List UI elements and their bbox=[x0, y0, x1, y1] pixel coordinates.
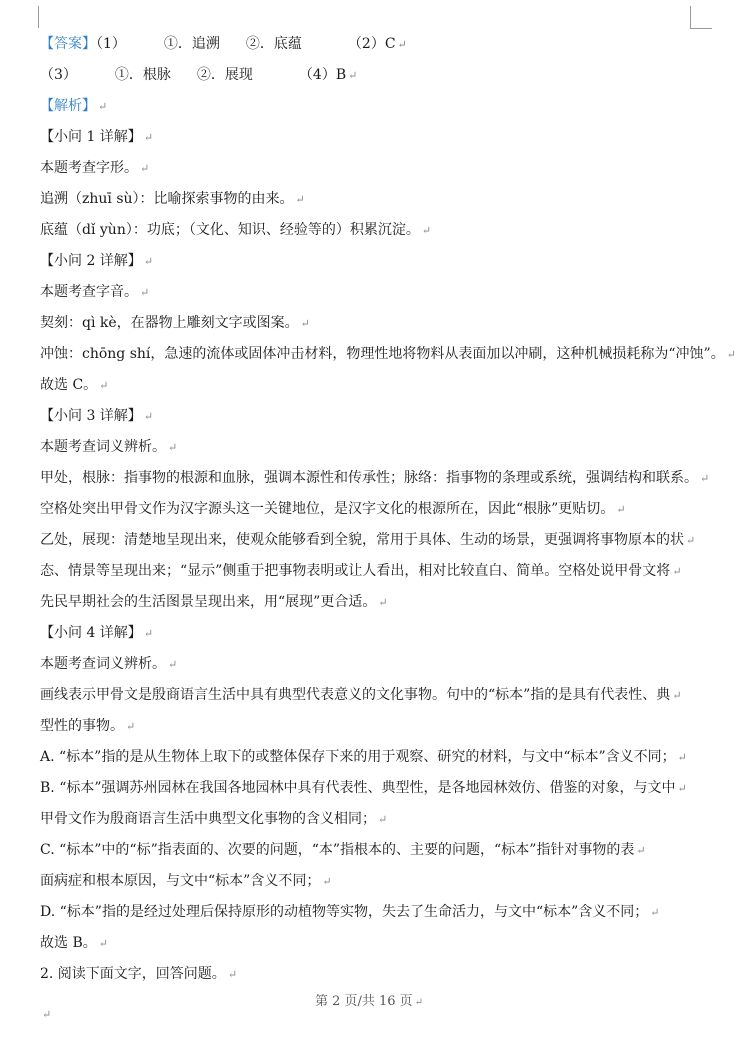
paragraph-mark-icon: ↵ bbox=[414, 997, 424, 1008]
paragraph-text: 甲处，根脉：指事物的根源和血脉，强调本源性和传承性；脉络：指事物的条理或系统，强调结构和联系。 bbox=[40, 470, 698, 486]
paragraph-mark-icon: ↵ bbox=[421, 224, 432, 237]
paragraph-mark-icon: ↵ bbox=[295, 193, 305, 206]
paragraph-mark-icon: ↵ bbox=[227, 968, 238, 981]
answer-q3-label: （3） bbox=[40, 67, 77, 83]
paragraph-mark-icon: ↵ bbox=[126, 720, 136, 733]
paragraph-mark-icon: ↵ bbox=[143, 627, 154, 640]
answer-q1-b: ②．底蕴 bbox=[245, 36, 302, 52]
paragraph-mark-icon: ↵ bbox=[672, 689, 682, 702]
paragraph-text: 冲蚀：chōng shí，急速的流体或固体冲击材料，物理性地将物料从表面加以冲刷，这种机械损耗称为“冲蚀”。 bbox=[40, 346, 725, 362]
paragraph-line bbox=[40, 623, 153, 643]
paragraph-mark-icon: ↵ bbox=[300, 317, 310, 330]
paragraph-mark-icon: ↵ bbox=[677, 751, 687, 764]
paragraph-mark-icon: ↵ bbox=[143, 131, 154, 144]
answer-q2: （2）C bbox=[347, 36, 396, 52]
paragraph-text: 面病症和根本原因，与文中“标本”含义不同； bbox=[40, 873, 321, 889]
paragraph-mark-icon: ↵ bbox=[140, 162, 150, 175]
paragraph-text: 2. 阅读下面文字，回答问题。 bbox=[40, 966, 226, 982]
paragraph-text: 故选 B。 bbox=[40, 935, 97, 951]
paragraph-line bbox=[40, 499, 626, 519]
paragraph-line bbox=[40, 375, 108, 395]
crop-mark-top-right-vertical bbox=[690, 6, 691, 28]
paragraph-line bbox=[40, 406, 153, 426]
paragraph-text: 【小问 4 详解】 bbox=[40, 625, 142, 641]
paragraph-text: 追溯（zhuī sù）：比喻探索事物的由来。 bbox=[40, 191, 294, 207]
paragraph-mark-icon: ↵ bbox=[686, 534, 696, 547]
paragraph-line bbox=[40, 530, 695, 550]
paragraph-line bbox=[40, 778, 687, 798]
paragraph-line bbox=[40, 189, 305, 209]
paragraph-text: 甲骨文作为殷商语言生活中典型文化事物的含义相同； bbox=[40, 811, 376, 827]
paragraph-mark-icon: ↵ bbox=[99, 379, 109, 392]
paragraph-line bbox=[40, 871, 332, 891]
paragraph-text: 本题考查词义辨析。 bbox=[40, 439, 166, 455]
answer-q1-a: ①．追溯 bbox=[163, 36, 220, 52]
paragraph-mark-icon: ↵ bbox=[650, 906, 660, 919]
paragraph-mark-icon: ↵ bbox=[98, 100, 108, 113]
paragraph-line bbox=[40, 809, 387, 829]
crop-mark-top-right-horizontal bbox=[690, 28, 712, 29]
paragraph-line bbox=[40, 964, 237, 984]
analysis-heading bbox=[40, 96, 107, 116]
paragraph-text: 【小问 3 详解】 bbox=[40, 408, 142, 424]
analysis-tag: 【解析】 bbox=[40, 98, 96, 114]
paragraph-text: 态、情景等呈现出来；“显示”侧重于把事物表明或让人看出，相对比较直白、简单。空格处说甲骨文将 bbox=[40, 563, 671, 579]
paragraph-line bbox=[40, 344, 736, 364]
paragraph-line bbox=[40, 561, 682, 581]
paragraph-line bbox=[40, 716, 135, 736]
paragraph-line bbox=[40, 840, 646, 860]
answer-tag: 【答案】 bbox=[40, 36, 96, 52]
paragraph-mark-icon: ↵ bbox=[168, 441, 178, 454]
paragraph-mark-icon: ↵ bbox=[168, 658, 178, 671]
crop-mark-top-left bbox=[38, 6, 39, 28]
paragraph-text: B. “标本”强调苏州园林在我国各地园林中具有代表性、典型性，是各地园林效仿、借鉴的对象，与文中 bbox=[40, 780, 676, 796]
paragraph-mark-icon: ↵ bbox=[143, 255, 154, 268]
paragraph-mark-icon: ↵ bbox=[700, 472, 710, 485]
paragraph-mark-icon: ↵ bbox=[140, 286, 150, 299]
paragraph-mark-icon: ↵ bbox=[143, 410, 154, 423]
page-footer bbox=[0, 990, 738, 1009]
final-paragraph-mark-icon: ↵ bbox=[42, 1008, 52, 1021]
paragraph-mark-icon: ↵ bbox=[378, 813, 388, 826]
paragraph-text: 空格处突出甲骨文作为汉字源头这一关键地位，是汉字文化的根源所在，因此“根脉”更贴切。 bbox=[40, 501, 615, 517]
paragraph-mark-icon: ↵ bbox=[672, 565, 682, 578]
paragraph-line bbox=[40, 933, 108, 953]
paragraph-text: 底蕴（dǐ yùn）：功底；（文化、知识、经验等的）积累沉淀。 bbox=[40, 222, 420, 238]
paragraph-mark-icon: ↵ bbox=[636, 844, 646, 857]
paragraph-text: 【小问 2 详解】 bbox=[40, 253, 142, 269]
paragraph-text: A. “标本”指的是从生物体上取下的或整体保存下来的用于观察、研究的材料，与文中“标本”含义不同； bbox=[40, 749, 676, 765]
paragraph-line bbox=[40, 902, 659, 922]
paragraph-text: 本题考查字形。 bbox=[40, 160, 138, 176]
paragraph-mark-icon: ↵ bbox=[322, 875, 332, 888]
paragraph-text: C. “标本”中的“标”指表面的、次要的问题，“本”指根本的、主要的问题，“标本”指针对事物的表 bbox=[40, 842, 635, 858]
paragraph-line bbox=[40, 437, 177, 457]
paragraph-mark-icon: ↵ bbox=[378, 596, 388, 609]
paragraph-text: 画线表示甲骨文是殷商语言生活中具有典型代表意义的文化事物。句中的“标本”指的是具有代表性、典 bbox=[40, 687, 671, 703]
paragraph-line bbox=[40, 158, 149, 178]
paragraph-line bbox=[40, 313, 310, 333]
paragraph-text: 先民早期社会的生活图景呈现出来，用“展现”更合适。 bbox=[40, 594, 377, 610]
paragraph-line bbox=[40, 282, 149, 302]
paragraph-text: 【小问 1 详解】 bbox=[40, 129, 142, 145]
answer-q4: （4）B bbox=[298, 67, 347, 83]
paragraph-text: 型性的事物。 bbox=[40, 718, 124, 734]
paragraph-mark-icon: ↵ bbox=[677, 782, 687, 795]
paragraph-text: 故选 C。 bbox=[40, 377, 98, 393]
paragraph-line bbox=[40, 592, 388, 612]
paragraph-mark-icon: ↵ bbox=[726, 348, 736, 361]
paragraph-line bbox=[40, 127, 153, 147]
answer-line-2 bbox=[40, 65, 357, 85]
page-number: 第 2 页/共 16 页 bbox=[314, 994, 413, 1009]
answer-q3-b: ②．展现 bbox=[196, 67, 253, 83]
paragraph-mark-icon: ↵ bbox=[348, 69, 358, 82]
paragraph-mark-icon: ↵ bbox=[397, 38, 407, 51]
paragraph-mark-icon: ↵ bbox=[616, 503, 626, 516]
paragraph-text: 乙处，展现：清楚地呈现出来，使观众能够看到全貌，常用于具体、生动的场景，更强调将事物原本的状 bbox=[40, 532, 684, 548]
paragraph-line bbox=[40, 220, 431, 240]
paragraph-line bbox=[40, 251, 153, 271]
paragraph-line bbox=[40, 747, 687, 767]
paragraph-text: D. “标本”指的是经过处理后保持原形的动植物等实物，失去了生命活力，与文中“标本”含义不同； bbox=[40, 904, 649, 920]
paragraph-text: 契刻：qì kè，在器物上雕刻文字或图案。 bbox=[40, 315, 299, 331]
paragraph-line bbox=[40, 685, 682, 705]
paragraph-mark-icon: ↵ bbox=[98, 937, 108, 950]
paragraph-line bbox=[40, 654, 177, 674]
paragraph-text: 本题考查字音。 bbox=[40, 284, 138, 300]
answer-q1-label: （1） bbox=[96, 36, 126, 52]
answer-q3-a: ①．根脉 bbox=[114, 67, 171, 83]
paragraph-line bbox=[40, 468, 709, 488]
paragraph-text: 本题考查词义辨析。 bbox=[40, 656, 166, 672]
answer-line-1 bbox=[40, 34, 407, 54]
